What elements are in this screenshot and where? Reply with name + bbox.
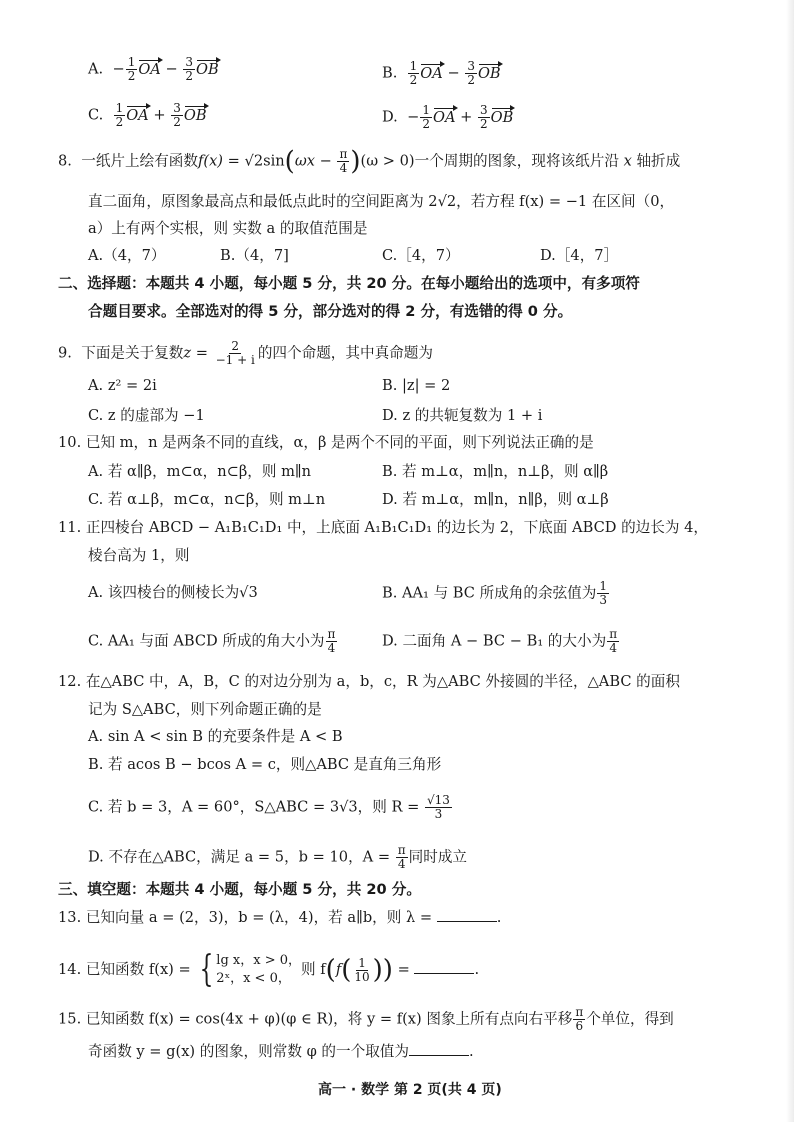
q13-answer-blank[interactable]: [437, 909, 497, 922]
q7-option-b: B. $\frac{1}{2}$ OA − $\frac{3}{2}$ OB: [382, 59, 501, 87]
page-footer: 高一 · 数学 第 2 页(共 4 页): [318, 1082, 502, 1098]
q11-stem-line2: 棱台高为 1，则: [88, 547, 190, 564]
q10-option-a: A. 若 α∥β，m⊂α，n⊂β，则 m∥n: [88, 463, 312, 480]
q12-option-d: D. 不存在△ABC，满足 a = 5，b = 10，A = $\frac{\pi}{4}$ 同时成立: [88, 843, 468, 871]
q8-option-d: D.［4，7］: [540, 247, 619, 264]
section-3-heading: 三、填空题：本题共 4 小题，每小题 5 分，共 20 分。: [58, 881, 421, 898]
q11-option-d: D. 二面角 A − BC − B₁ 的大小为 $\frac{\pi}{4}$: [382, 627, 618, 655]
q10-option-d: D. 若 m⊥α，m∥n，n∥β，则 α⊥β: [382, 491, 609, 508]
q13-stem: 13. 已知向量 a = (2，3)，b = (λ，4)，若 a∥b，则 λ = .: [58, 909, 502, 926]
q11-option-b: B. AA₁ 与 BC 所成角的余弦值为 $\frac{1}{3}$: [382, 579, 607, 607]
q11-option-c: C. AA₁ 与面 ABCD 所成的角大小为 $\frac{\pi}{4}$: [88, 627, 336, 655]
q10-option-b: B. 若 m⊥α，m∥n，n⊥β，则 α∥β: [382, 463, 609, 480]
q10-stem: 10. 已知 m，n 是两条不同的直线，α，β 是两个不同的平面，则下列说法正确的是: [58, 434, 594, 451]
q12-option-a: A. sin A < sin B 的充要条件是 A < B: [88, 728, 343, 745]
q8-option-c: C.［4，7）: [382, 247, 460, 264]
q15-answer-blank[interactable]: [409, 1043, 469, 1056]
scan-edge-shadow: [786, 0, 794, 1122]
q8-stem-line1: 8. 一纸片上绘有函数f(x) = √2sin(ωx − $\frac{\pi}{4}$ )(ω > 0)一个周期的图象，现将该纸片沿 x 轴折成: [58, 146, 681, 177]
section-2-heading: 二、选择题：本题共 4 小题，每小题 5 分，共 20 分。在每小题给出的选项中，有多项符: [58, 275, 640, 292]
q8-stem-line3: a）上有两个实根，则 实数 a 的取值范围是: [88, 220, 368, 237]
q15-stem-line2: 奇函数 y = g(x) 的图象，则常数 φ 的一个取值为 .: [88, 1043, 474, 1060]
q14-answer-blank[interactable]: [414, 961, 474, 974]
q7-option-d: D. − $\frac{1}{2}$ OA + $\frac{3}{2}$ OB: [382, 103, 514, 131]
q9-option-d: D. z 的共轭复数为 1 + i: [382, 407, 543, 424]
q8-option-b: B.（4，7]: [220, 247, 289, 264]
q12-option-c: C. 若 b = 3，A = 60°，S△ABC = 3√3，则 R = $\frac{√13}{3}$: [88, 793, 450, 821]
q12-stem-line2: 记为 S△ABC，则下列命题正确的是: [88, 701, 322, 718]
q12-option-b: B. 若 acos B − bcos A = c，则△ABC 是直角三角形: [88, 756, 442, 773]
q15-stem-line1: 15. 已知函数 f(x) = cos(4x + φ)(φ ∈ R)，将 y = f(x) 图象上所有点向右平移 $\frac{\pi}{6}$ 个单位，得到: [58, 1005, 674, 1033]
q8-option-a: A.（4，7）: [88, 247, 166, 264]
q9-stem: 9. 下面是关于复数z = $\frac{2}{-1 + i}$ 的四个命题，其中真命题为: [58, 339, 433, 367]
q9-option-b: B. |z| = 2: [382, 377, 451, 394]
q9-option-a: A. z² = 2i: [88, 377, 157, 394]
q11-option-a: A. 该四棱台的侧棱长为√3: [88, 584, 258, 601]
q7-option-c: C. $\frac{1}{2}$ OA + $\frac{3}{2}$ OB: [88, 101, 207, 129]
q9-option-c: C. z 的虚部为 −1: [88, 407, 205, 424]
q10-option-c: C. 若 α⊥β，m⊂α，n⊂β，则 m⊥n: [88, 491, 326, 508]
q14-stem: 14. 已知函数 f(x) = { lg x，x > 0， 2ˣ，x < 0， 则 f(f( $\frac{1}{10}$ )) = .: [58, 949, 480, 990]
q7-option-a: A. − $\frac{1}{2}$ OA − $\frac{3}{2}$ OB: [88, 55, 219, 83]
q8-stem-line2: 直二面角，原图象最高点和最低点此时的空间距离为 2√2，若方程 f(x) = −1 在区间（0，: [88, 193, 675, 210]
q11-stem-line1: 11. 正四棱台 ABCD − A₁B₁C₁D₁ 中，上底面 A₁B₁C₁D₁ 的边长为 2，下底面 ABCD 的边长为 4，: [58, 519, 708, 536]
section-2-instructions: 合题目要求。全部选对的得 5 分，部分选对的得 2 分，有选错的得 0 分。: [88, 303, 573, 320]
q12-stem-line1: 12. 在△ABC 中，A，B，C 的对边分别为 a，b，c，R 为△ABC 外接圆的半径，△ABC 的面积: [58, 673, 680, 690]
